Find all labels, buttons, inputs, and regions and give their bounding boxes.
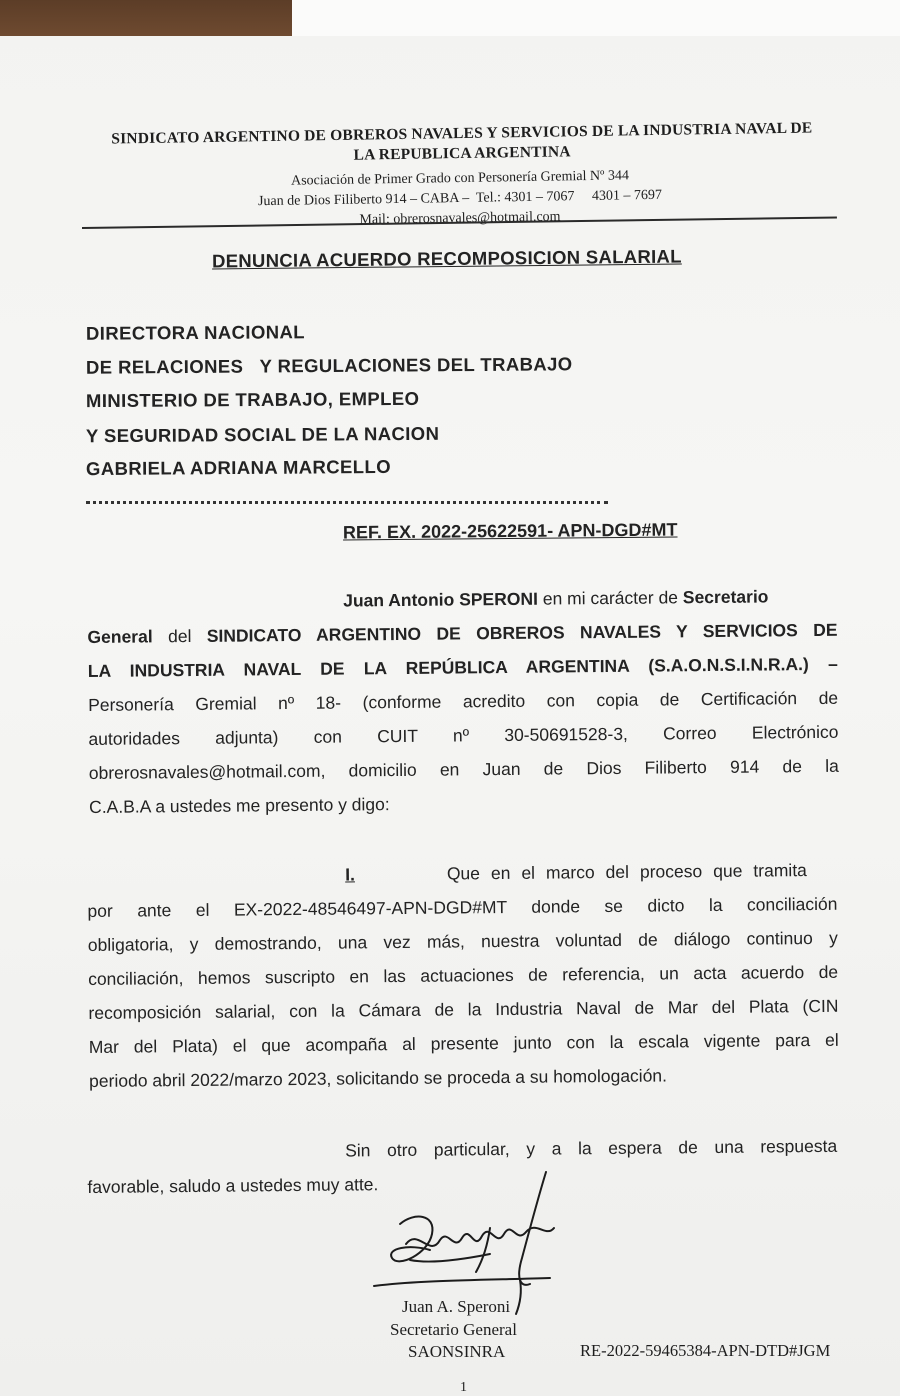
signatory-name: Juan Antonio SPERONI: [343, 588, 539, 611]
reference-number: REF. EX. 2022-25622591- APN-DGD#MT: [342, 519, 678, 543]
section-one-line-5: Mar del Plata) el que acompaña al presente junto con la escala vigente para el: [88, 1029, 839, 1057]
intro-text-1: en mi carácter de: [537, 587, 683, 609]
addressee-line-3: MINISTERIO DE TRABAJO, EMPLEO: [85, 387, 420, 412]
letterhead-address: Juan de Dios Filiberto 914 – CABA – Tel.: 4301 – 7067 4301 – 7697: [257, 187, 663, 210]
dotted-separator: [86, 501, 608, 504]
addressee-line-4: Y SEGURIDAD SOCIAL DE LA NACION: [85, 422, 440, 447]
intro-line-6: C.A.B.A a ustedes me presento y digo:: [89, 794, 390, 817]
section-one-line-3: conciliación, hemos suscripto en las actuaciones de referencia, un acta acuerdo de: [88, 961, 839, 989]
intro-paragraph: [87, 579, 839, 824]
intro-line-3: Personería Gremial nº 18- (conforme acredito con copia de Certificación de: [88, 687, 839, 715]
top-paper-edge: [292, 0, 900, 36]
letterhead-line-1: SINDICATO ARGENTINO DE OBREROS NAVALES Y SERVICIOS DE LA INDUSTRIA NAVAL DE: [111, 119, 813, 148]
letterhead-mail: Mail: obrerosnavales@hotmail.com: [359, 209, 561, 228]
addressee-line-5: GABRIELA ADRIANA MARCELLO: [85, 455, 392, 480]
closing-last-line: favorable, saludo a ustedes muy atte.: [87, 1174, 379, 1197]
intro-line-5: obrerosnavales@hotmail.com, domicilio en Juan de Dios Filiberto 914 de la: [88, 755, 839, 783]
table-background: [0, 0, 292, 36]
union-name-2: LA INDUSTRIA NAVAL DE LA REPÚBLICA ARGENTINA (S.A.O.N.S.I.N.R.A.) –: [87, 653, 838, 681]
section-one-line-1: por ante el EX-2022-48546497-APN-DGD#MT donde se dicto la conciliación: [87, 893, 838, 921]
section-one-first-line: Que en el marco del proceso que tramita: [446, 860, 807, 884]
closing-first-line: Sin otro particular, y a la espera de una respuesta: [345, 1135, 838, 1161]
letterhead-title: [82, 118, 843, 170]
letterhead-association: Asociación de Primer Grado con Personería Gremial Nº 344: [290, 168, 630, 189]
handwritten-signature: [370, 1168, 560, 1318]
union-name-1: SINDICATO ARGENTINO DE OBREROS NAVALES Y SERVICIOS DE: [206, 619, 838, 646]
intro-role-1: Secretario: [682, 586, 769, 608]
section-one-line-2: obligatoria, y demostrando, una vez más, nuestra voluntad de diálogo continuo y: [87, 927, 838, 955]
letterhead-line-2: LA REPUBLICA ARGENTINA: [353, 143, 571, 164]
signature-org: SAONSINRA: [408, 1342, 506, 1361]
addressee-line-2: DE RELACIONES Y REGULACIONES DEL TRABAJO: [85, 353, 573, 378]
section-one-last-line: periodo abril 2022/marzo 2023, solicitando se proceda a su homologación.: [89, 1065, 668, 1091]
section-marker: I.: [345, 864, 355, 885]
document-id: RE-2022-59465384-APN-DTD#JGM: [580, 1341, 831, 1360]
signature-name: Juan A. Speroni: [402, 1297, 511, 1316]
intro-text-2: del: [152, 625, 207, 647]
intro-role-2: General: [87, 626, 153, 647]
signature-role: Secretario General: [390, 1320, 517, 1339]
section-one-line-4: recomposición salarial, con la Cámara de la Industria Naval de Mar del Plata (CIN: [88, 995, 839, 1023]
document-title: DENUNCIA ACUERDO RECOMPOSICION SALARIAL: [211, 245, 682, 272]
addressee-line-1: DIRECTORA NACIONAL: [85, 321, 305, 344]
section-one-paragraph: [87, 853, 839, 1098]
intro-line-4: autoridades adjunta) con CUIT nº 30-50691528-3, Correo Electrónico: [88, 721, 839, 749]
page-number: 1: [460, 1380, 467, 1395]
